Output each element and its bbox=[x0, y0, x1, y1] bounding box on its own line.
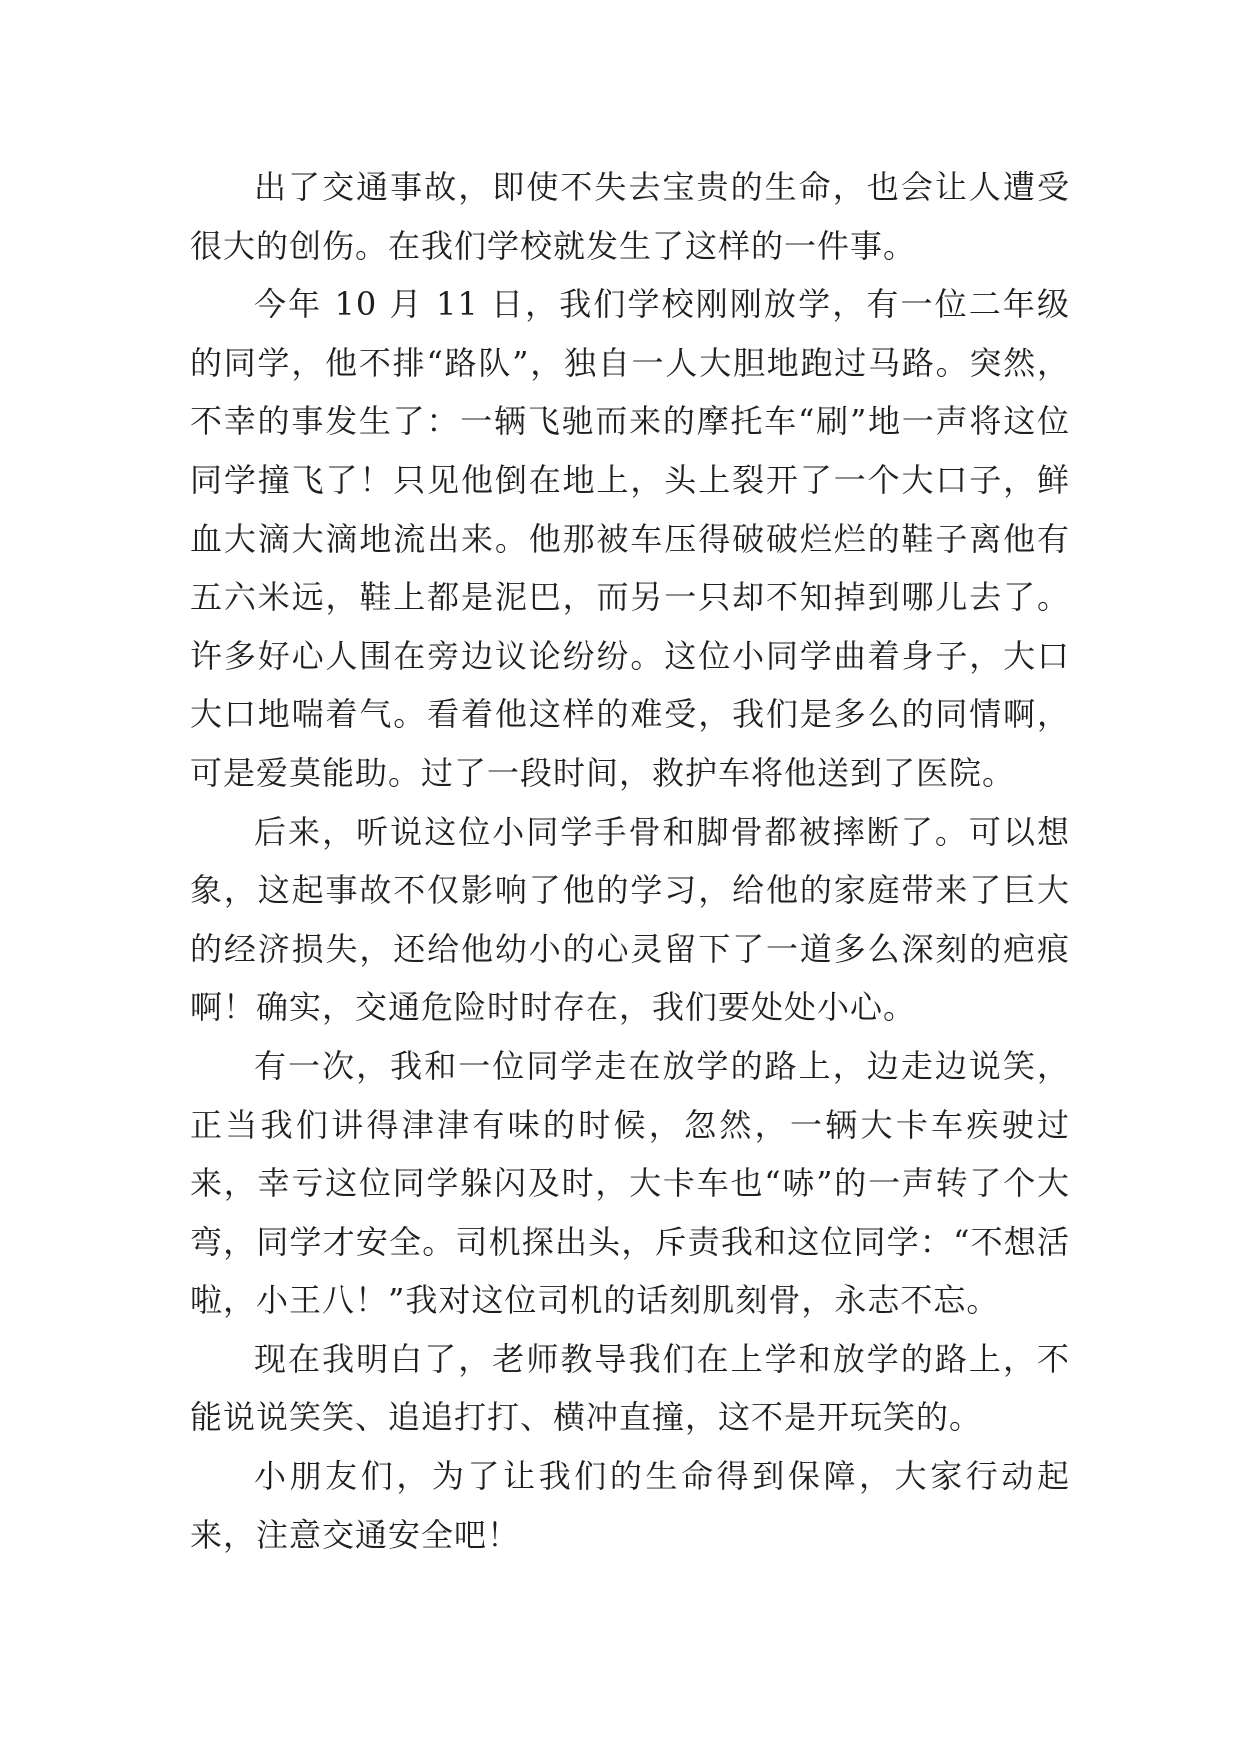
paragraph-3: 后来，听说这位小同学手骨和脚骨都被摔断了。可以想象，这起事故不仅影响了他的学习，给他的家庭带来了巨大的经济损失，还给他幼小的心灵留下了一道多么深刻的疤痕啊！确实，交通危险时时存在，我们要处处小心。 bbox=[190, 812, 1070, 1027]
document-body bbox=[190, 158, 1070, 1564]
paragraph-6: 小朋友们，为了让我们的生命得到保障，大家行动起来，注意交通安全吧！ bbox=[190, 1457, 1070, 1554]
paragraph-4: 有一次，我和一位同学走在放学的路上，边走边说笑，正当我们讲得津津有味的时候，忽然，一辆大卡车疾驶过来，幸亏这位同学躲闪及时，大卡车也“哧”的一声转了个大弯，同学才安全。司机探出头，斥责我和这位同学：“不想活啦，小王八！”我对这位司机的话刻肌刻骨，永志不忘。 bbox=[190, 1046, 1070, 1320]
paragraph-2: 今年 10 月 11 日，我们学校刚刚放学，有一位二年级的同学，他不排“路队”，独自一人大胆地跑过马路。突然，不幸的事发生了：一辆飞驰而来的摩托车“刷”地一声将这位同学撞飞了！只见他倒在地上，头上裂开了一个大口子，鲜血大滴大滴地流出来。他那被车压得破破烂烂的鞋子离他有五六米远，鞋上都是泥巴，而另一只却不知掉到哪儿去了。许多好心人围在旁边议论纷纷。这位小同学曲着身子，大口大口地喘着气。看着他这样的难受，我们是多么的同情啊，可是爱莫能助。过了一段时间，救护车将他送到了医院。 bbox=[190, 285, 1070, 792]
paragraph-1: 出了交通事故，即使不失去宝贵的生命，也会让人遭受很大的创伤。在我们学校就发生了这样的一件事。 bbox=[190, 168, 1070, 265]
paragraph-5: 现在我明白了，老师教导我们在上学和放学的路上，不能说说笑笑、追追打打、横冲直撞，这不是开玩笑的。 bbox=[190, 1339, 1070, 1437]
